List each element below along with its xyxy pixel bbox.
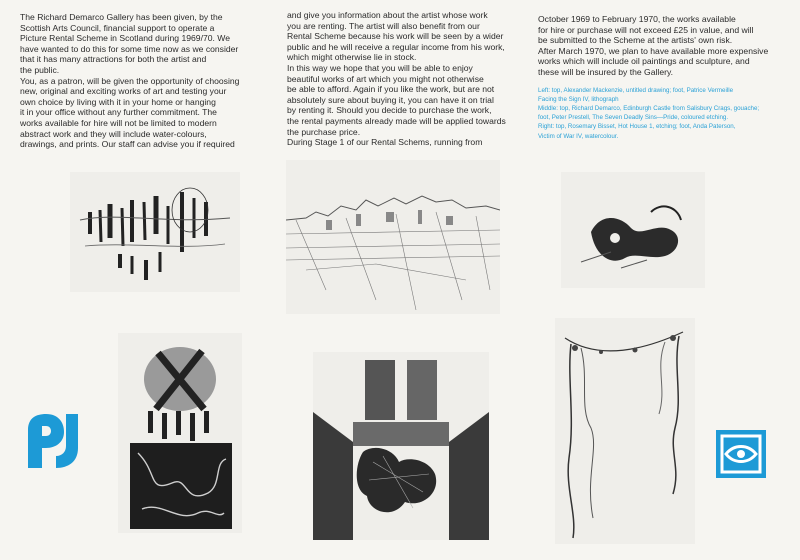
artwork-prestell-pride xyxy=(313,352,489,540)
left-column-line: the public. xyxy=(20,64,60,75)
left-column-line: have wanted to do this for some time now as we consider xyxy=(20,43,239,54)
right-column-line: for hire or purchase will not exceed £25 in value, and will xyxy=(538,24,754,35)
middle-column-line: beautiful works of art which you might not otherwise xyxy=(287,73,484,84)
right-column-line: After March 1970, we plan to have available more expensive xyxy=(538,45,769,56)
left-column-line: it in your office without any further commitment. The xyxy=(20,107,217,118)
caption-line: foot, Peter Prestell, The Seven Deadly Sins—Pride, coloured etching. xyxy=(538,114,729,122)
image-captions xyxy=(538,86,783,141)
left-text-column xyxy=(20,12,268,150)
caption-line: Facing the Sign IV, lithograph xyxy=(538,95,619,103)
left-column-line: You, as a patron, will be given the opportunity of choosing xyxy=(20,75,240,86)
artwork-paterson-victim xyxy=(555,318,695,544)
right-column-line: be submitted to the Scheme at the artists' own risk. xyxy=(538,35,733,46)
left-column-line: own choice by living with it in your home or hanging xyxy=(20,96,216,107)
left-column-line: abstract work and they will include water-colours, xyxy=(20,128,207,139)
left-column-line: Picture Rental Scheme in Scotland during 1969/70. We xyxy=(20,33,231,44)
middle-column-line: absolutely sure about buying it, you can have it on trial xyxy=(287,94,494,105)
right-text-column xyxy=(538,14,783,141)
middle-column-line: which might otherwise lie in stock. xyxy=(287,52,417,63)
middle-column-line: be able to afford. Again if you like the work, but are not xyxy=(287,84,495,95)
left-column-line: that it has many attractions for both the artist and xyxy=(20,54,207,65)
middle-column-line: public and he will receive a regular income from his work, xyxy=(287,41,505,52)
right-column-line: these will be insured by the Gallery. xyxy=(538,66,674,77)
middle-column-line: you are renting. The artist will also benefit from our xyxy=(287,20,480,31)
middle-column-line: Rental Scheme because his work will be seen by a wider xyxy=(287,31,504,42)
middle-column-line: the purchase price. xyxy=(287,126,361,137)
middle-text-column xyxy=(287,10,531,148)
middle-column-line: and give you information about the artist whose work xyxy=(287,10,488,20)
artwork-demarco-edinburgh xyxy=(286,160,500,314)
caption-line: Right: top, Rosemary Bisset, Hot House 1, etching; foot, Anda Paterson, xyxy=(538,123,736,131)
pr-monogram-logo-icon xyxy=(22,408,88,474)
left-column-line: The Richard Demarco Gallery has been given, by the xyxy=(20,12,223,22)
caption-line: Victim of War IV, watercolour. xyxy=(538,132,619,140)
right-text-body xyxy=(538,14,783,78)
left-column-line: new, original and exciting works of art and testing your xyxy=(20,86,227,97)
middle-column-line: the rental payments already made will be applied towards xyxy=(287,115,506,126)
eye-emblem-logo-icon xyxy=(716,430,766,478)
left-column-line: works available for hire will not be limited to modern xyxy=(20,117,217,128)
caption-line: Left: top, Alexander Mackenzie, untitled drawing; foot, Patrice Vermeille xyxy=(538,86,734,94)
left-column-line: drawings, and prints. Our staff can advise you if required xyxy=(20,139,235,150)
right-column-line: works which will include oil paintings and sculpture, and xyxy=(538,56,750,67)
artwork-vermeille-lithograph xyxy=(118,333,242,533)
middle-column-line: In this way we hope that you will be able to enjoy xyxy=(287,62,473,73)
middle-column-line: by renting it. Should you decide to purchase the work, xyxy=(287,105,492,116)
caption-line: Middle: top, Richard Demarco, Edinburgh Castle from Salisbury Crags, gouache; xyxy=(538,104,760,112)
right-column-line: October 1969 to February 1970, the works available xyxy=(538,14,736,24)
artwork-bisset-hothouse xyxy=(561,172,705,288)
left-column-line: Scottish Arts Council, financial support to operate a xyxy=(20,22,215,33)
artwork-mackenzie-drawing xyxy=(70,172,240,292)
middle-column-line: During Stage 1 of our Rental Schems, running from xyxy=(287,137,483,148)
